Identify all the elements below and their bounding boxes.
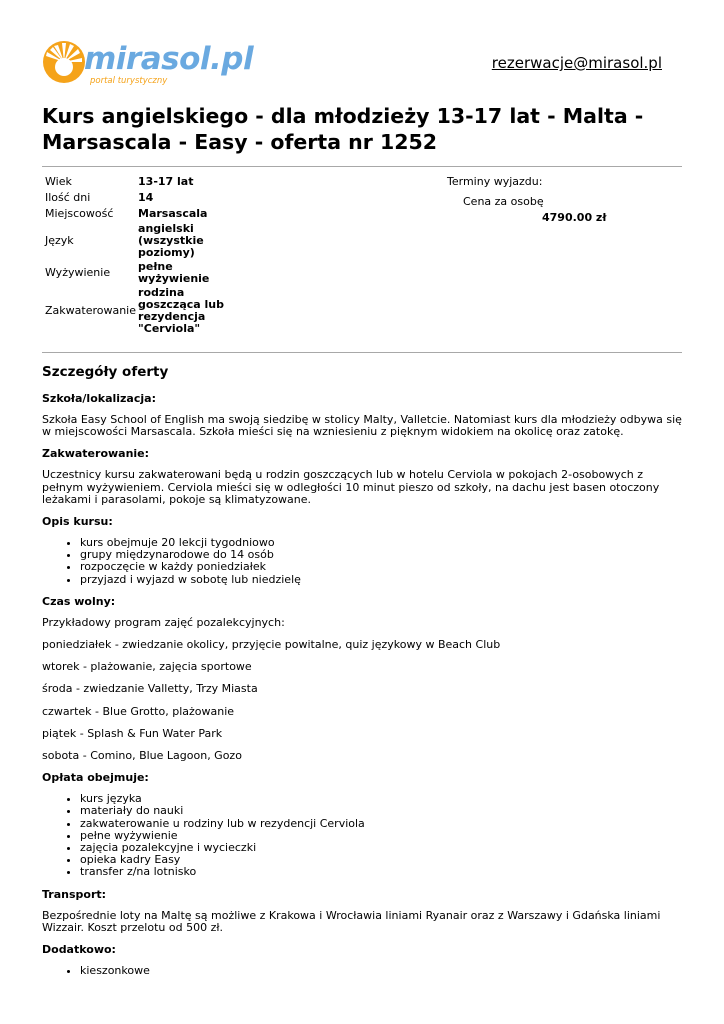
section-heading-school: Szkoła/lokalizacja: (42, 392, 156, 405)
section-heading-free-time: Czas wolny: (42, 594, 116, 608)
accommodation-text: Uczestnicy kursu zakwaterowani będą u rodzin goszczących lub w hotelu Cerviola w pokojach 2-osobowych z pełnym wyżywieniem. Cerviola mieści się w odległości 10 minut pieszo od szkoły, na dachu jest basen otoczony leżakami i parasolami, pokoje są klimatyzowane. (42, 468, 660, 506)
free-time-text: Przykładowy program zajęć pozalekcyjnych: (42, 615, 285, 629)
attr-label: Ilość dni (45, 191, 91, 204)
section-heading-extra: Dodatkowo: (42, 943, 116, 957)
email-link[interactable]: rezerwacje@mirasol.pl (491, 54, 662, 72)
free-time-text: sobota - Comino, Blue Lagoon, Gozo (42, 749, 242, 763)
free-time-text: piątek - Splash & Fun Water Park (42, 726, 223, 740)
attr-label: Wiek (45, 175, 72, 188)
attr-label: Język (45, 234, 74, 247)
attr-value: rodzina goszcząca lub rezydencja "Cerviola" (138, 286, 224, 335)
attr-row-accommodation (43, 286, 226, 336)
section-heading-fee: Opłata obejmuje: (42, 771, 149, 785)
list-item: • kieszonkowe (80, 965, 682, 977)
list-item: • rozpoczęcie w każdy poniedziałek (80, 561, 682, 573)
attr-value: Marsascala (138, 207, 208, 220)
sun-logo-icon (40, 36, 270, 92)
offer-attributes-table (43, 174, 226, 336)
attr-label: Wyżywienie (45, 266, 111, 279)
section-heading-course: Opis kursu: (42, 515, 113, 529)
school-text: Szkoła Easy School of English ma swoją siedzibę w stolicy Malty, Valletcie. Natomiast kurs dla młodzieży odbywa się w miejscowości Marsascala. Szkoła mieści się na wzniesieniu z pięknym widokiem na okolicę oraz zatokę. (42, 413, 682, 439)
svg-text:portal turystyczny: portal turystyczny (90, 76, 168, 86)
list-item: • kurs języka (80, 793, 682, 805)
section-heading-transport: Transport: (42, 887, 107, 901)
list-item: • opieka kadry Easy (80, 854, 682, 866)
attr-value: angielski (wszystkie poziomy) (138, 222, 204, 259)
extra-list (42, 965, 682, 977)
free-time-text: środa - zwiedzanie Valletty, Trzy Miasta (42, 682, 258, 696)
list-item: • kurs obejmuje 20 lekcji tygodniowo (80, 537, 682, 549)
offer-details (42, 364, 682, 987)
divider (42, 166, 682, 167)
section-heading-accommodation: Zakwaterowanie: (42, 447, 150, 461)
transport-text: Bezpośrednie loty na Maltę są możliwe z Krakowa i Wrocławia liniami Ryanair oraz z Warszawy i Gdańska liniami Wizzair. Koszt przelotu od 500 zł. (42, 908, 661, 934)
departure-dates-label: Terminy wyjazdu: (447, 175, 543, 188)
list-item: • materiały do nauki (80, 805, 682, 817)
divider (42, 352, 682, 353)
fee-list (42, 793, 682, 878)
free-time-text: wtorek - plażowanie, zajęcia sportowe (42, 660, 252, 674)
course-list (42, 537, 682, 586)
free-time-text: poniedziałek - zwiedzanie okolicy, przyjęcie powitalne, quiz językowy w Beach Club (42, 638, 501, 652)
mirasol-logo[interactable] (40, 36, 270, 92)
attr-row-days (43, 190, 226, 206)
list-item: • transfer z/na lotnisko (80, 866, 682, 878)
list-item: • zakwaterowanie u rodziny lub w rezydencji Cerviola (80, 818, 682, 830)
free-time-text: czwartek - Blue Grotto, plażowanie (42, 704, 235, 718)
attr-row-place (43, 206, 226, 222)
price-value: 4790.00 zł (542, 211, 607, 224)
list-item: • zajęcia pozalekcyjne i wycieczki (80, 842, 682, 854)
page-title: Kurs angielskiego - dla młodzieży 13-17 lat - Malta - Marsascala - Easy - oferta nr 1252 (42, 104, 644, 154)
attr-row-board (43, 260, 226, 286)
attr-value: 14 (138, 191, 154, 204)
details-heading: Szczegóły oferty (42, 364, 169, 380)
list-item: • grupy międzynarodowe do 14 osób (80, 549, 682, 561)
attr-value: pełne wyżywienie (138, 260, 210, 285)
attr-value: 13-17 lat (138, 175, 194, 188)
attr-label: Miejscowość (45, 207, 114, 220)
price-label: Cena za osobę (463, 195, 544, 208)
svg-text:mirasol.pl: mirasol.pl (84, 41, 254, 77)
attr-label: Zakwaterowanie (45, 304, 137, 317)
list-item: • pełne wyżywienie (80, 830, 682, 842)
attr-row-age (43, 174, 226, 190)
attr-row-language (43, 222, 226, 260)
list-item: • przyjazd i wyjazd w sobotę lub niedzielę (80, 574, 682, 586)
